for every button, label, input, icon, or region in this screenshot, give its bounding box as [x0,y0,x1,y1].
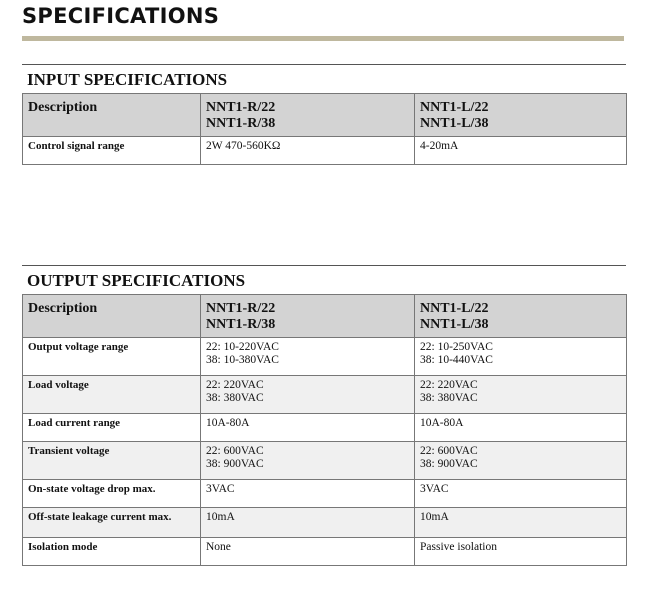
row-value-r [201,538,415,566]
row-value-r [201,338,415,376]
row-value-l [415,480,627,508]
value-line: 38: 900VAC [420,458,478,470]
header-model-r [201,94,415,137]
table-row [23,538,627,566]
header-model-l [415,295,627,338]
table-row [23,480,627,508]
table-row [23,137,627,165]
table-row [23,376,627,414]
row-value-r [201,442,415,480]
table-row [23,442,627,480]
page-title: SPECIFICATIONS [22,4,220,28]
row-value-r [201,480,415,508]
row-value-r [201,508,415,538]
value-line: 22: 220VAC [420,379,478,391]
value-line: 38: 380VAC [420,392,478,404]
row-label: Off-state leakage current max. [23,508,201,538]
row-label: Load current range [23,414,201,442]
row-value-l [415,442,627,480]
value-line: 38: 380VAC [206,392,264,404]
header-model-r-line: NNT1-R/22 [206,100,276,115]
value-line: Passive isolation [420,541,497,553]
row-label: Control signal range [23,137,201,165]
value-line: 2W 470-560KΩ [206,140,281,152]
header-model-r-line: NNT1-R/38 [206,317,276,332]
input-section-title: INPUT SPECIFICATIONS [22,64,626,93]
row-value-l [415,538,627,566]
header-model-l-line: NNT1-L/38 [420,116,489,131]
row-value-l [415,414,627,442]
value-line: 38: 900VAC [206,458,264,470]
title-divider [22,36,624,41]
row-label: Transient voltage [23,442,201,480]
row-value-l [415,508,627,538]
row-value-r [201,376,415,414]
header-model-r-line: NNT1-R/38 [206,116,276,131]
value-line: 22: 600VAC [206,445,264,457]
table-header-row [23,94,627,137]
value-line: 10A-80A [206,417,250,429]
header-description: Description [23,295,201,338]
table-row [23,338,627,376]
header-model-r [201,295,415,338]
row-label: Output voltage range [23,338,201,376]
row-label: Load voltage [23,376,201,414]
header-model-l-line: NNT1-L/22 [420,100,489,115]
value-line: 3VAC [420,483,449,495]
row-value-l [415,376,627,414]
value-line: 10A-80A [420,417,464,429]
output-spec-table [22,294,627,566]
row-value-r [201,137,415,165]
value-line: 22: 10-250VAC [420,341,493,353]
row-label: On-state voltage drop max. [23,480,201,508]
header-description: Description [23,94,201,137]
value-line: 38: 10-380VAC [206,354,279,366]
value-line: 38: 10-440VAC [420,354,493,366]
value-line: 22: 600VAC [420,445,478,457]
header-model-l-line: NNT1-L/22 [420,301,489,316]
output-section-title: OUTPUT SPECIFICATIONS [22,265,626,294]
header-model-l [415,94,627,137]
input-specifications-section [22,64,626,165]
header-model-r-line: NNT1-R/22 [206,301,276,316]
value-line: 3VAC [206,483,235,495]
table-row [23,508,627,538]
value-line: 10mA [206,511,235,523]
output-specifications-section [22,265,626,566]
input-spec-table [22,93,627,165]
row-label: Isolation mode [23,538,201,566]
value-line: None [206,541,231,553]
value-line: 4-20mA [420,140,459,152]
value-line: 22: 10-220VAC [206,341,279,353]
table-row [23,414,627,442]
row-value-r [201,414,415,442]
row-value-l [415,137,627,165]
row-value-l [415,338,627,376]
value-line: 22: 220VAC [206,379,264,391]
value-line: 10mA [420,511,449,523]
header-model-l-line: NNT1-L/38 [420,317,489,332]
table-header-row [23,295,627,338]
